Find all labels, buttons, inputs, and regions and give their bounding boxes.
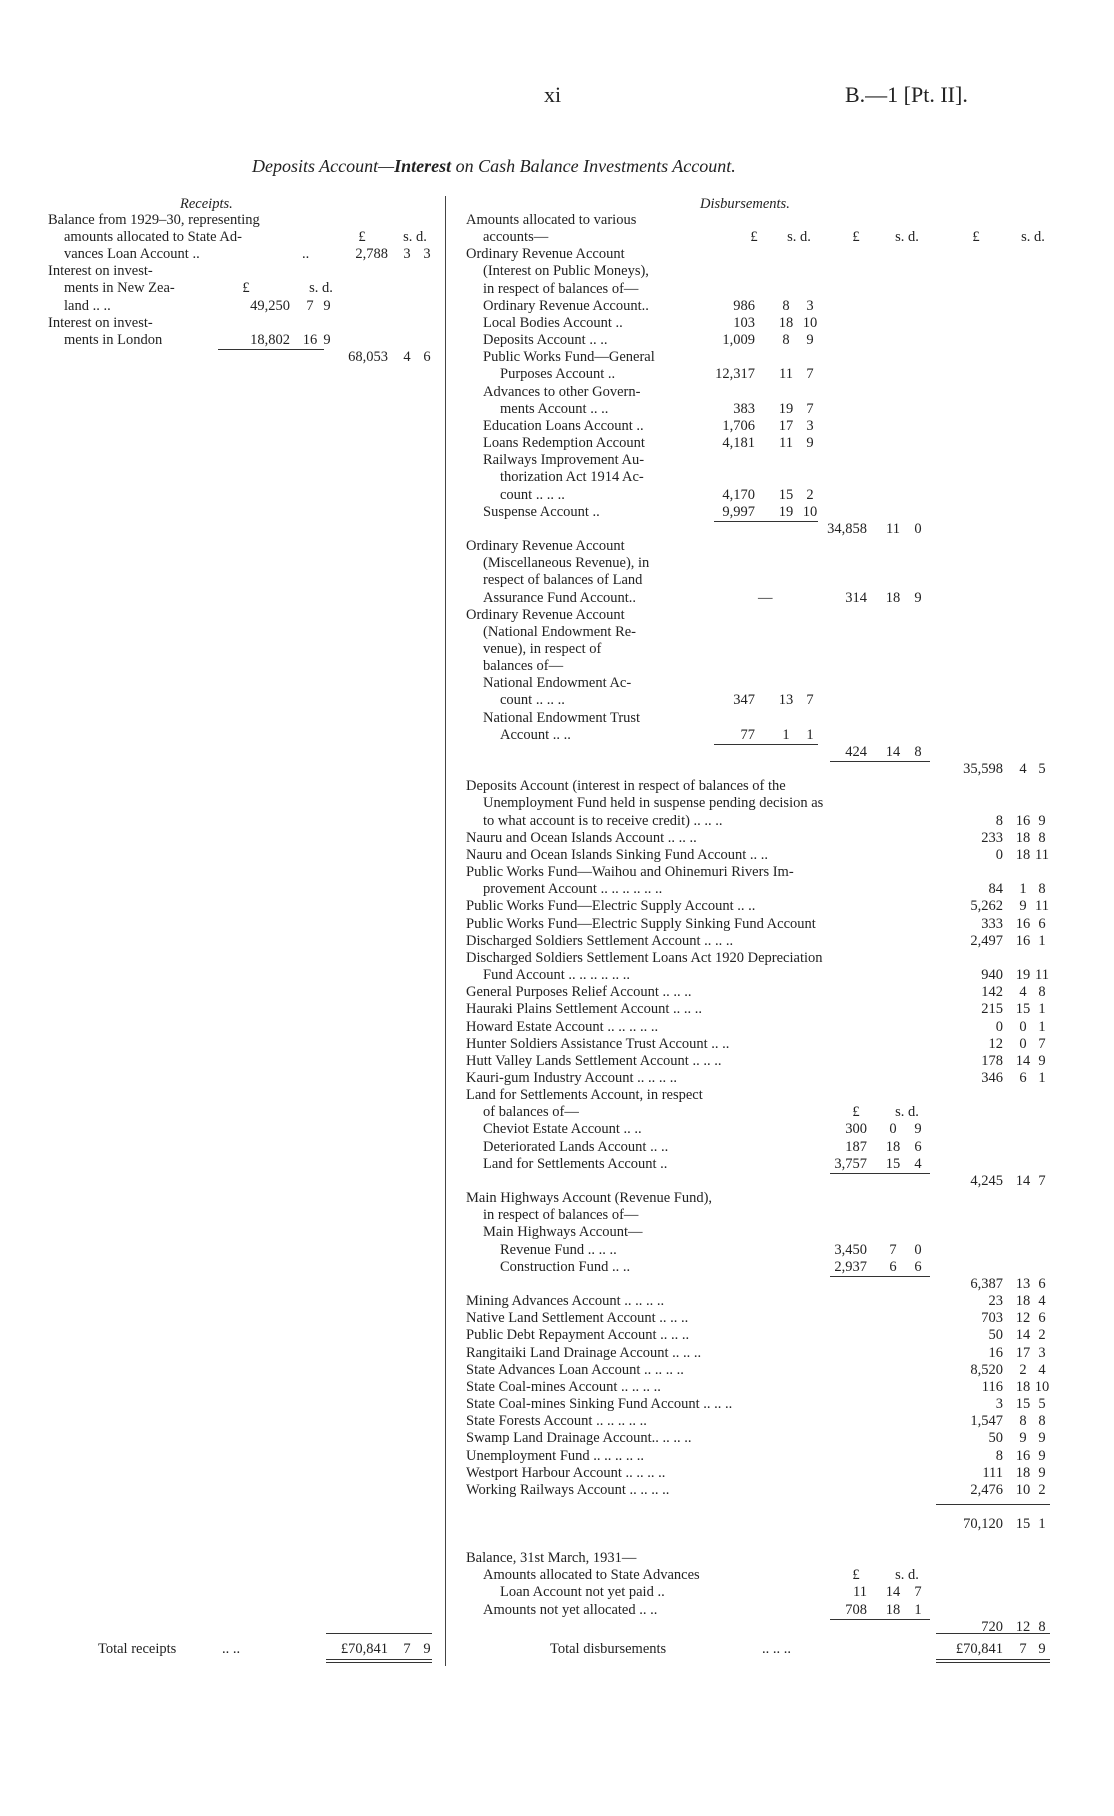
disbursement-line: Loans Redemption Account — [483, 435, 645, 452]
disbursement-line: Native Land Settlement Account .. .. .. — [466, 1310, 689, 1327]
disb-b-pence: 1 — [914, 1601, 922, 1618]
disb-a-shillings: 15 — [778, 486, 794, 503]
disbursement-line: Ordinary Revenue Account.. — [483, 297, 649, 314]
disb-a-pence: 7 — [806, 400, 814, 417]
disb-c-shillings: 18 — [1015, 1378, 1031, 1395]
disbursement-line: balances of— — [483, 658, 564, 675]
disb-c-shillings: 4 — [1019, 761, 1027, 778]
disb-a-shillings: 8 — [782, 332, 790, 349]
disb-b-shillings: 11 — [886, 520, 900, 537]
disbursement-line: Railways Improvement Au- — [483, 452, 645, 469]
receipt-line: ments in New Zea- — [64, 280, 175, 297]
disbursement-line: State Coal-mines Sinking Fund Account .. .. .. — [466, 1396, 733, 1413]
disbursement-line: accounts— — [483, 229, 549, 246]
disb-a-pounds: 12,317 — [715, 366, 755, 383]
disb-c-pounds: 142 — [981, 984, 1003, 1001]
disbursement-line: Kauri-gum Industry Account .. .. .. .. — [466, 1070, 678, 1086]
document-reference: B.—1 [Pt. II]. — [845, 82, 968, 107]
disbursement-line: in respect of balances of— — [483, 1207, 639, 1224]
receipt-amount-pence: 3 — [423, 246, 431, 263]
disb-a-pounds: 77 — [740, 726, 755, 743]
disbursement-line: Hutt Valley Lands Settlement Account .. .. .. — [466, 1052, 722, 1069]
receipt-line: Interest on invest- — [48, 314, 153, 331]
disb-b-shillings: 18 — [885, 589, 901, 606]
title-part-1: Deposits Account— — [252, 156, 395, 176]
disbursement-line: Rangitaiki Land Drainage Account .. .. .. — [466, 1344, 702, 1361]
disb-a-pounds: 1,009 — [722, 332, 755, 349]
disb-c-pence: 3 — [1038, 1344, 1046, 1361]
disb-c-shillings: 9 — [1019, 898, 1027, 915]
disbursement-line: State Coal-mines Account .. .. .. .. — [466, 1378, 661, 1395]
disbursement-line: Mining Advances Account .. .. .. .. — [466, 1293, 665, 1310]
disbursement-line: Public Works Fund—Electric Supply Account .. .. — [466, 898, 756, 915]
disb-c-shillings: 4 — [1019, 984, 1027, 1001]
disbursement-line: Purposes Account .. — [500, 366, 616, 383]
disb-a-shillings: 1 — [782, 726, 790, 743]
disb-c-pounds: 23 — [988, 1293, 1003, 1310]
receipt-sub-amount-shillings: 7 — [306, 297, 314, 314]
disb-c-shillings: 1 — [1019, 881, 1027, 898]
disb-a-shillings: 17 — [778, 417, 794, 434]
disb-c-pence: 9 — [1038, 812, 1046, 829]
disbursement-line: Howard Estate Account .. .. .. .. .. — [466, 1018, 659, 1035]
disb-c-pence: 8 — [1038, 1413, 1046, 1430]
receipt-amount-pounds: 68,053 — [348, 348, 388, 365]
disb-a-shillings: 19 — [778, 400, 794, 417]
disb-total-rule-1 — [936, 1659, 1050, 1660]
disb-b-pence: 0 — [914, 1241, 922, 1258]
account-title — [252, 155, 736, 177]
disbursement-line: Unemployment Fund .. .. .. .. .. — [466, 1447, 645, 1464]
disb-c-shillings: 8 — [1019, 1413, 1027, 1430]
disb-b-shillings: 18 — [885, 1601, 901, 1618]
disb-c-pence: 9 — [1038, 1447, 1046, 1464]
disb-c-shillings: 15 — [1015, 1516, 1031, 1532]
disbursement-line: Land for Settlements Account, in respect — [466, 1087, 703, 1104]
disb-b-pence: 0 — [914, 520, 922, 537]
disb-a-pence: 10 — [802, 314, 818, 331]
total-receipts-dots: .. .. — [222, 1641, 241, 1657]
disbursement-line: to what account is to receive credit) .. .. .. — [483, 812, 723, 829]
total-receipts-pence: 9 — [423, 1641, 431, 1657]
disb-b-pounds: 34,858 — [827, 520, 867, 537]
disb-c-pounds: 3 — [995, 1396, 1003, 1413]
disb-c-pence: 11 — [1035, 898, 1049, 915]
disb-c-pence: 9 — [1038, 1052, 1046, 1069]
disbursement-line: Deteriorated Lands Account .. .. — [483, 1138, 669, 1155]
disb-a-pence: 10 — [802, 503, 818, 520]
receipt-line: land .. .. — [64, 297, 111, 314]
disbursement-line: Public Works Fund—General — [483, 349, 655, 366]
disb-a-pounds: 986 — [733, 297, 755, 314]
disb-a-shillings: 8 — [782, 297, 790, 314]
disb-c-shillings: 18 — [1015, 829, 1031, 846]
disbursement-line: State Forests Account .. .. .. .. .. — [466, 1413, 647, 1430]
disbursement-line: Deposits Account (interest in respect of balances of the — [466, 778, 786, 795]
disbursement-line: Cheviot Estate Account .. .. — [483, 1121, 642, 1138]
disbursement-line: Ordinary Revenue Account — [466, 538, 625, 555]
disbursement-line: of balances of— — [483, 1104, 579, 1121]
disb-total-rule-2 — [936, 1662, 1050, 1663]
disb-c-shillings: 14 — [1015, 1327, 1031, 1344]
disb-b-pence: 4 — [914, 1155, 922, 1172]
disb-c-pence: 5 — [1038, 1396, 1046, 1413]
disbursement-line: Account .. .. — [500, 726, 571, 743]
disbursement-line: ments Account .. .. — [500, 400, 609, 417]
disb-col-b-sd-header: s. d. — [895, 229, 919, 246]
disb-c-pence: 6 — [1038, 1310, 1046, 1327]
disbursement-line: (National Endowment Re- — [483, 623, 637, 640]
total-receipts-shillings: 7 — [403, 1641, 411, 1657]
disbursement-line: venue), in respect of — [483, 641, 602, 657]
disbursement-line: Construction Fund .. .. — [500, 1258, 631, 1275]
disb-b-pounds: 3,757 — [834, 1155, 867, 1172]
disbursement-line: Deposits Account .. .. — [483, 332, 608, 349]
disb-c-pounds: 1,547 — [970, 1413, 1003, 1430]
disbursement-line: Westport Harbour Account .. .. .. .. — [466, 1464, 666, 1481]
disb-col-a-sd-header: s. d. — [787, 229, 811, 246]
disb-col-b-pound-header: £ — [852, 229, 860, 246]
disb-c-pence: 7 — [1038, 1172, 1046, 1189]
disb-c-pence: 8 — [1038, 829, 1046, 846]
disb-b-pounds: 187 — [845, 1138, 867, 1155]
title-part-2: Interest — [394, 156, 452, 176]
disb-a-pounds: 4,181 — [722, 435, 755, 452]
receipt-sub-pound-header: £ — [242, 280, 250, 297]
disb-b-shillings: 14 — [885, 743, 901, 760]
disb-c-pence: 1 — [1038, 932, 1046, 949]
disb-c-pence: 6 — [1038, 1275, 1046, 1292]
disb-c-pounds: 8 — [995, 1447, 1003, 1464]
disb-a-pounds: 1,706 — [722, 417, 755, 434]
disb-c-shillings: 16 — [1015, 1447, 1031, 1464]
disbursement-line: Nauru and Ocean Islands Sinking Fund Account .. .. — [466, 846, 769, 863]
disb-a-shillings: 11 — [779, 366, 793, 383]
disb-c-pounds: 333 — [981, 915, 1003, 932]
disbursement-line: Swamp Land Drainage Account.. .. .. .. — [466, 1430, 692, 1447]
disb-a-pounds: 9,997 — [722, 503, 755, 520]
disb-c-pence: 10 — [1034, 1378, 1050, 1395]
total-disbursements-label: Total disbursements — [550, 1641, 667, 1657]
receipt-sub-amount-pence: 9 — [323, 297, 331, 314]
disb-b-shillings: 0 — [889, 1121, 897, 1138]
disb-b-pounds: 2,937 — [834, 1258, 867, 1275]
receipt-sub-amount-pounds: 49,250 — [250, 297, 290, 314]
disbursement-line: Local Bodies Account .. — [483, 314, 623, 331]
disb-a-pence: 9 — [806, 435, 814, 452]
receipt-leader-dots: .. — [302, 246, 310, 263]
disb-b-pence: 8 — [914, 743, 922, 760]
disb-sum-rule-b — [830, 1276, 930, 1277]
disb-c-shillings: 2 — [1019, 1361, 1027, 1378]
disb-a-pounds: 383 — [733, 400, 755, 417]
receipt-line: vances Loan Account .. — [64, 246, 200, 263]
disb-col-b-pound-header: £ — [852, 1567, 860, 1584]
disb-a-pence: 7 — [806, 692, 814, 709]
disb-c-shillings: 12 — [1015, 1618, 1031, 1635]
disb-c-pounds: 6,387 — [970, 1275, 1003, 1292]
page-number: xi — [544, 82, 562, 107]
disbursement-line: count .. .. .. — [500, 486, 565, 503]
title-part-3: on Cash Balance Investments Account. — [451, 156, 736, 176]
receipt-line: ments in London — [64, 331, 163, 348]
total-disbursements-dots: .. .. .. — [762, 1641, 791, 1657]
disb-a-shillings: 11 — [779, 435, 793, 452]
total-disbursements-shillings: 7 — [1019, 1641, 1027, 1657]
disb-c-pence: 8 — [1038, 984, 1046, 1001]
disb-c-pounds: 178 — [981, 1052, 1003, 1069]
disb-a-pence: 9 — [806, 332, 814, 349]
disb-c-pounds: 111 — [982, 1464, 1003, 1481]
disb-c-shillings: 18 — [1015, 846, 1031, 863]
disb-c-pounds: 16 — [988, 1344, 1003, 1361]
disb-c-pounds: 346 — [981, 1070, 1003, 1086]
disb-c-pounds: 0 — [995, 846, 1003, 863]
disb-a-pence: 3 — [806, 297, 814, 314]
disb-c-pence: 11 — [1035, 846, 1049, 863]
disb-c-shillings: 16 — [1015, 812, 1031, 829]
disb-c-shillings: 15 — [1015, 1396, 1031, 1413]
disbursement-line: Ordinary Revenue Account — [466, 606, 625, 623]
receipt-sum-rule — [218, 349, 324, 350]
disb-b-pounds: 314 — [845, 589, 867, 606]
receipt-total-rule-2 — [326, 1662, 432, 1663]
disb-c-shillings: 18 — [1015, 1464, 1031, 1481]
receipt-amount-shillings: 3 — [403, 246, 411, 263]
receipt-line: amounts allocated to State Ad- — [64, 229, 242, 246]
disb-b-shillings: 6 — [889, 1258, 897, 1275]
disb-c-pence: 1 — [1038, 1070, 1046, 1086]
receipt-amount-pounds: 2,788 — [355, 246, 388, 263]
disb-col-a-pound-header: £ — [750, 229, 758, 246]
disb-c-pounds: 940 — [981, 967, 1003, 984]
receipt-total-rule-1 — [326, 1659, 432, 1660]
disb-b-shillings: 15 — [885, 1155, 901, 1172]
disbursement-line: thorization Act 1914 Ac- — [500, 469, 644, 486]
disb-col-b-sd-header: s. d. — [895, 1567, 919, 1584]
disb-c-shillings: 10 — [1015, 1481, 1031, 1498]
disbursements-heading: Disbursements. — [700, 196, 790, 212]
disbursement-line: respect of balances of Land — [483, 572, 643, 589]
disb-c-pounds: 35,598 — [963, 761, 1003, 778]
disb-c-pounds: 2,476 — [970, 1481, 1003, 1498]
disbursement-line: Unemployment Fund held in suspense pending decision as — [483, 795, 824, 812]
receipts-heading: Receipts. — [180, 196, 233, 212]
total-disbursements-pounds: £70,841 — [955, 1641, 1003, 1657]
disbursement-line: Land for Settlements Account .. — [483, 1155, 668, 1172]
disb-c-pence: 2 — [1038, 1481, 1046, 1498]
disb-c-shillings: 13 — [1015, 1275, 1031, 1292]
disb-c-pounds: 12 — [988, 1035, 1003, 1052]
disb-a-pounds: 4,170 — [722, 486, 755, 503]
disbursement-line: Amounts not yet allocated .. .. — [483, 1601, 658, 1618]
disb-sum-rule-c — [936, 1504, 1050, 1505]
disb-c-pence: 1 — [1038, 1516, 1046, 1532]
disb-b-pounds: 424 — [845, 743, 867, 760]
disb-b-pence: 7 — [914, 1584, 922, 1601]
disb-a-pence: 7 — [806, 366, 814, 383]
disb-c-pounds: 70,120 — [963, 1516, 1003, 1532]
disb-b-pounds: 11 — [853, 1584, 867, 1601]
disb-b-pounds: 3,450 — [834, 1241, 867, 1258]
disbursement-line: (Interest on Public Moneys), — [483, 263, 649, 280]
disb-c-pounds: 5,262 — [970, 898, 1003, 915]
disb-c-pounds: 50 — [988, 1430, 1003, 1447]
disb-a-shillings: 19 — [778, 503, 794, 520]
disbursement-line: Education Loans Account .. — [483, 417, 644, 434]
disbursement-line: Hunter Soldiers Assistance Trust Account .. .. — [466, 1035, 730, 1052]
disbursement-line: Discharged Soldiers Settlement Loans Act 1920 Depreciation — [466, 949, 823, 966]
disb-c-shillings: 16 — [1015, 932, 1031, 949]
total-receipts-label: Total receipts — [98, 1641, 177, 1657]
disbursement-line: National Endowment Ac- — [483, 675, 632, 692]
disb-c-pence: 5 — [1038, 761, 1046, 778]
disb-c-pence: 2 — [1038, 1327, 1046, 1344]
disbursement-line: Working Railways Account .. .. .. .. — [466, 1481, 670, 1498]
disbursement-line: count .. .. .. — [500, 692, 565, 709]
disb-a-pounds: 347 — [733, 692, 755, 709]
disb-c-pence: 11 — [1035, 967, 1049, 984]
disb-c-pence: 4 — [1038, 1293, 1046, 1310]
disb-c-pounds: 720 — [981, 1618, 1003, 1635]
disb-c-pence: 6 — [1038, 915, 1046, 932]
receipt-col-sd-header: s. d. — [403, 229, 427, 246]
disbursement-line: Assurance Fund Account.. — [483, 589, 637, 606]
disb-a-pence: 1 — [806, 726, 814, 743]
receipt-sub-sd-header: s. d. — [309, 280, 333, 297]
disb-c-shillings: 14 — [1015, 1172, 1031, 1189]
disbursement-line: State Advances Loan Account .. .. .. .. — [466, 1361, 684, 1378]
disbursement-line: Public Works Fund—Electric Supply Sinking Fund Account — [466, 915, 816, 932]
disbursement-line: in respect of balances of— — [483, 280, 639, 297]
disbursement-line: Revenue Fund .. .. .. — [500, 1241, 617, 1258]
disbursement-line: General Purposes Relief Account .. .. .. — [466, 984, 692, 1001]
total-disbursements-pence: 9 — [1038, 1641, 1046, 1657]
disb-c-pence: 9 — [1038, 1464, 1046, 1481]
disbursement-line: provement Account .. .. .. .. .. .. — [483, 881, 663, 898]
disb-a-pence: 3 — [806, 417, 814, 434]
receipt-sub-amount-shillings: 16 — [302, 331, 318, 348]
disb-c-pounds: 233 — [981, 829, 1003, 846]
disbursement-line: (Miscellaneous Revenue), in — [483, 555, 650, 572]
disb-c-shillings: 17 — [1015, 1344, 1031, 1361]
disb-c-pence: 8 — [1038, 881, 1046, 898]
disbursement-line: Discharged Soldiers Settlement Account .. .. .. — [466, 932, 734, 949]
disb-c-shillings: 9 — [1019, 1430, 1027, 1447]
disbursement-line: Suspense Account .. — [483, 503, 600, 520]
disb-c-shillings: 16 — [1015, 915, 1031, 932]
receipt-total-top-rule — [326, 1633, 432, 1634]
disb-b-pounds: 300 — [845, 1121, 867, 1138]
receipt-col-pound-header: £ — [358, 229, 366, 246]
disb-a-pence: 2 — [806, 486, 814, 503]
disbursement-line: Amounts allocated to various — [466, 212, 637, 228]
disb-a-pounds: 103 — [733, 314, 755, 331]
disb-b-pence: 9 — [914, 1121, 922, 1138]
receipt-sub-amount-pence: 9 — [323, 331, 331, 348]
receipt-line: Balance from 1929–30, representing — [48, 212, 260, 228]
disb-c-pounds: 116 — [981, 1378, 1003, 1395]
disb-c-shillings: 15 — [1015, 1001, 1031, 1018]
disb-c-shillings: 0 — [1019, 1035, 1027, 1052]
disb-dash: — — [758, 589, 773, 606]
disbursement-line: National Endowment Trust — [483, 709, 641, 726]
disb-c-pence: 7 — [1038, 1035, 1046, 1052]
disbursement-line: Advances to other Govern- — [483, 383, 641, 400]
disb-total-top-rule — [936, 1633, 1050, 1634]
disb-c-pounds: 8 — [995, 812, 1003, 829]
column-divider — [445, 196, 446, 1666]
disb-a-shillings: 18 — [778, 314, 794, 331]
disbursement-line: Fund Account .. .. .. .. .. .. — [483, 967, 631, 984]
receipt-sub-amount-pounds: 18,802 — [250, 331, 290, 348]
disb-col-b-sd-header: s. d. — [895, 1104, 919, 1121]
disb-c-shillings: 0 — [1019, 1018, 1027, 1035]
disb-c-pence: 9 — [1038, 1430, 1046, 1447]
disb-c-pounds: 215 — [981, 1001, 1003, 1018]
disb-col-b-pound-header: £ — [852, 1104, 860, 1121]
disbursement-line: Main Highways Account— — [483, 1224, 643, 1241]
disbursement-line: Ordinary Revenue Account — [466, 246, 625, 263]
disb-col-c-sd-header: s. d. — [1021, 229, 1045, 246]
disb-c-pence: 1 — [1038, 1001, 1046, 1018]
disb-c-shillings: 12 — [1015, 1310, 1031, 1327]
disbursement-line: Nauru and Ocean Islands Account .. .. .. — [466, 829, 697, 846]
receipt-line: Interest on invest- — [48, 263, 153, 280]
disb-b-shillings: 18 — [885, 1138, 901, 1155]
disb-c-pounds: 4,245 — [970, 1172, 1003, 1189]
disbursement-line: Public Debt Repayment Account .. .. .. — [466, 1327, 690, 1344]
disbursement-line: Amounts allocated to State Advances — [483, 1567, 700, 1584]
disb-b-shillings: 7 — [889, 1241, 897, 1258]
disb-c-shillings: 19 — [1015, 967, 1031, 984]
disbursement-line: Public Works Fund—Waihou and Ohinemuri Rivers Im- — [466, 864, 794, 881]
disb-a-shillings: 13 — [778, 692, 794, 709]
disb-b-pence: 9 — [914, 589, 922, 606]
total-receipts-pounds: £70,841 — [340, 1641, 388, 1657]
disb-c-shillings: 14 — [1015, 1052, 1031, 1069]
disbursement-line: Hauraki Plains Settlement Account .. .. .. — [466, 1001, 702, 1018]
disb-sum-rule-b — [830, 1173, 930, 1174]
disb-c-shillings: 6 — [1019, 1070, 1027, 1086]
disb-c-pounds: 703 — [981, 1310, 1003, 1327]
disbursement-line: Balance, 31st March, 1931— — [466, 1550, 637, 1567]
disbursement-line: Loan Account not yet paid .. — [500, 1584, 665, 1601]
disb-sum-rule-b — [830, 1619, 930, 1620]
disb-b-pence: 6 — [914, 1258, 922, 1275]
disbursement-line: Main Highways Account (Revenue Fund), — [466, 1190, 713, 1207]
disb-c-pounds: 0 — [995, 1018, 1003, 1035]
disb-c-pounds: 84 — [988, 881, 1003, 898]
disb-b-pounds: 708 — [845, 1601, 867, 1618]
disb-col-c-pound-header: £ — [972, 229, 980, 246]
disb-c-shillings: 18 — [1015, 1293, 1031, 1310]
receipt-amount-shillings: 4 — [403, 348, 411, 365]
disb-c-pence: 4 — [1038, 1361, 1046, 1378]
disb-b-shillings: 14 — [885, 1584, 901, 1601]
disb-sum-rule-b — [830, 761, 930, 762]
disb-c-pounds: 8,520 — [970, 1361, 1003, 1378]
disb-c-pounds: 2,497 — [970, 932, 1003, 949]
receipt-amount-pence: 6 — [423, 348, 431, 365]
disb-b-pence: 6 — [914, 1138, 922, 1155]
disb-c-pence: 8 — [1038, 1618, 1046, 1635]
disb-c-pounds: 50 — [988, 1327, 1003, 1344]
disb-c-pence: 1 — [1038, 1018, 1046, 1035]
